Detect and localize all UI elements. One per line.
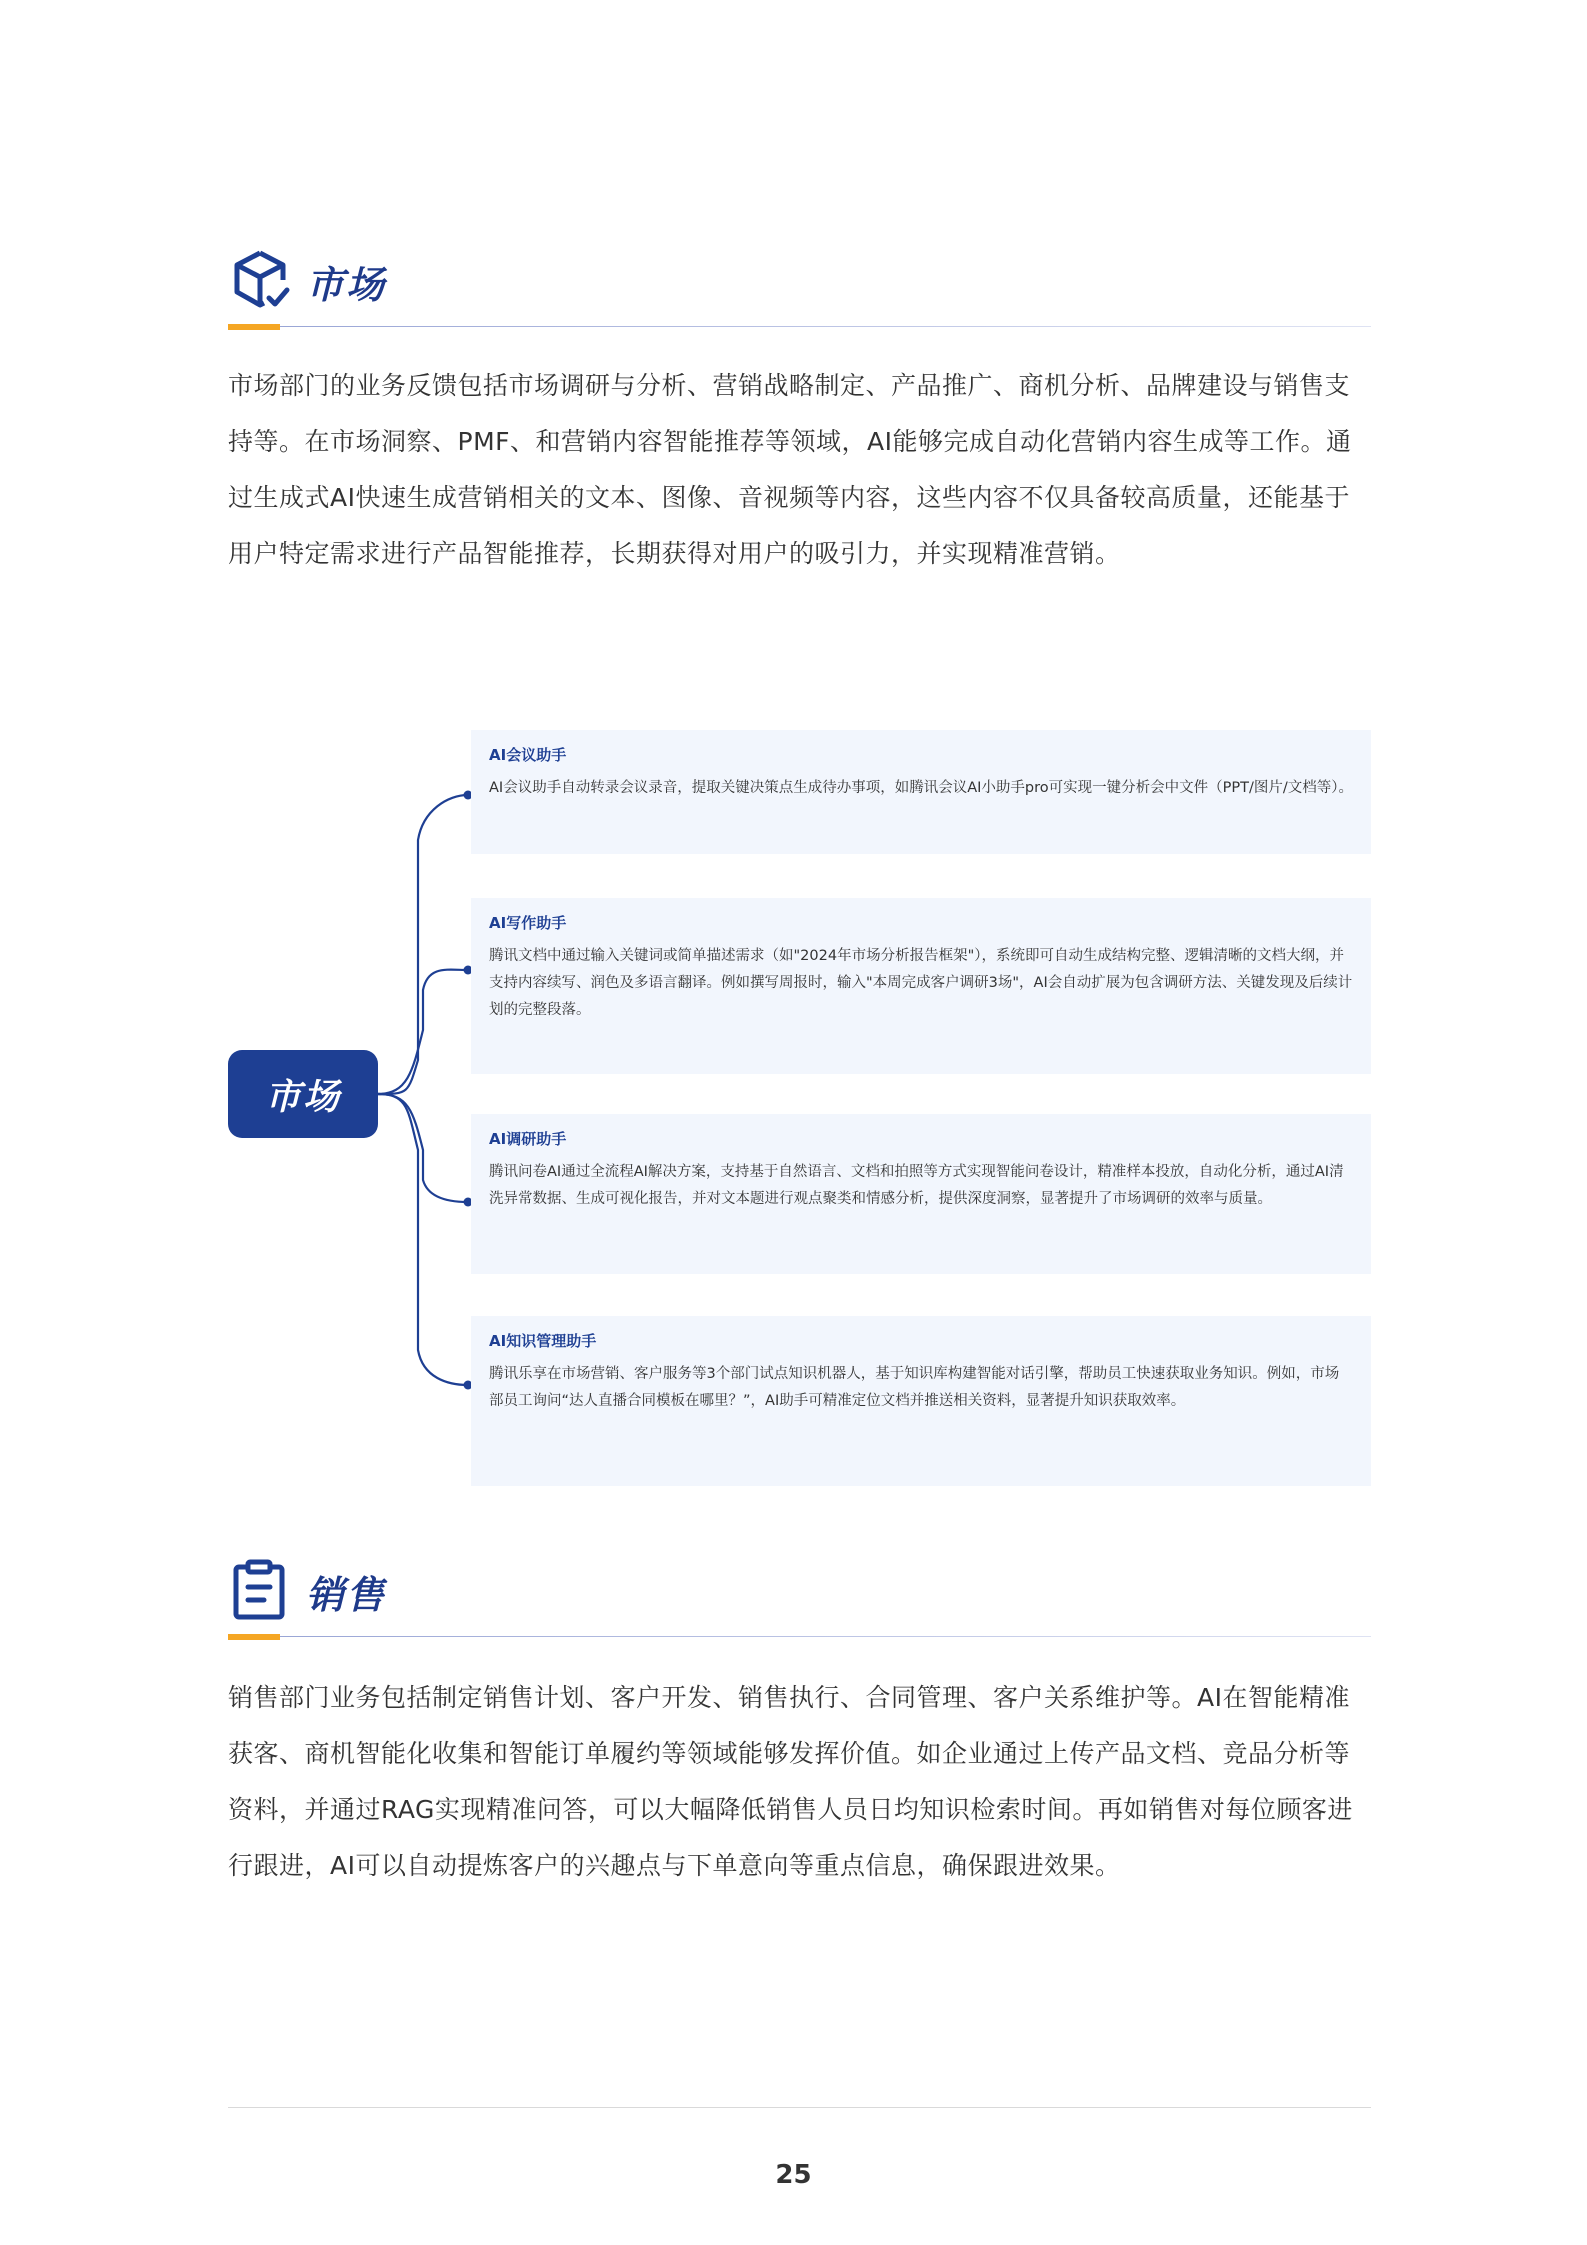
cube-check-icon bbox=[228, 248, 292, 312]
connector-3 bbox=[378, 1094, 468, 1202]
card-title: AI写作助手 bbox=[489, 914, 567, 932]
market-section-title: 市场 bbox=[306, 263, 387, 307]
divider-line bbox=[280, 1636, 1371, 1637]
mindmap-root-node: 市场 bbox=[228, 1050, 378, 1138]
market-mindmap bbox=[228, 730, 1371, 1490]
card-body: 腾讯文档中通过输入关键词或简单描述需求（如"2024年市场分析报告框架"），系统即可自动生成结构完整、逻辑清晰的文档大纲，并支持内容续写、润色及多语言翻译。例如撰写周报时，输入"本周完成客户调研3场"，AI会自动扩展为包含调研方法、关键发现及后续计划的完整段落。 bbox=[489, 948, 1353, 1018]
connector-4 bbox=[378, 1094, 468, 1385]
branch-card-research-assistant bbox=[471, 1114, 1371, 1274]
card-title: AI知识管理助手 bbox=[489, 1332, 597, 1350]
card-title: AI会议助手 bbox=[489, 746, 567, 764]
market-paragraph: 市场部门的业务反馈包括市场调研与分析、营销战略制定、产品推广、商机分析、品牌建设与销售支持等。在市场洞察、PMF、和营销内容智能推荐等领域，AI能够完成自动化营销内容生成等工作。通过生成式AI快速生成营销相关的文本、图像、音视频等内容，这些内容不仅具备较高质量，还能基于用户特定需求进行产品智能推荐，长期获得对用户的吸引力，并实现精准营销。 bbox=[228, 371, 1352, 568]
accent-bar bbox=[228, 1634, 280, 1640]
card-body: AI会议助手自动转录会议录音，提取关键决策点生成待办事项，如腾讯会议AI小助手pro可实现一键分析会中文件（PPT/图片/文档等）。 bbox=[489, 780, 1353, 796]
accent-bar bbox=[228, 324, 280, 330]
card-body: 腾讯乐享在市场营销、客户服务等3个部门试点知识机器人，基于知识库构建智能对话引擎，帮助员工快速获取业务知识。例如，市场部员工询问“达人直播合同模板在哪里？”，AI助手可精准定位文档并推送相关资料，显著提升知识获取效率。 bbox=[489, 1366, 1340, 1409]
divider-line bbox=[280, 326, 1371, 327]
branch-card-writing-assistant bbox=[471, 898, 1371, 1074]
card-title: AI调研助手 bbox=[489, 1130, 567, 1148]
branch-card-meeting-assistant bbox=[471, 730, 1371, 854]
sales-paragraph: 销售部门业务包括制定销售计划、客户开发、销售执行、合同管理、客户关系维护等。AI在智能精准获客、商机智能化收集和智能订单履约等领域能够发挥价值。如企业通过上传产品文档、竞品分析等资料，并通过RAG实现精准问答，可以大幅降低销售人员日均知识检索时间。再如销售对每位顾客进行跟进，AI可以自动提炼客户的兴趣点与下单意向等重点信息，确保跟进效果。 bbox=[228, 1683, 1353, 1880]
sales-section-title: 销售 bbox=[306, 1573, 387, 1617]
card-body: 腾讯问卷AI通过全流程AI解决方案，支持基于自然语言、文档和拍照等方式实现智能问卷设计，精准样本投放，自动化分析，通过AI清洗异常数据、生成可视化报告，并对文本题进行观点聚类和情感分析，提供深度洞察，显著提升了市场调研的效率与质量。 bbox=[489, 1164, 1344, 1207]
branch-card-knowledge-assistant bbox=[471, 1316, 1371, 1486]
connector-1 bbox=[378, 795, 468, 1094]
connector-2 bbox=[378, 970, 468, 1094]
section-divider bbox=[228, 324, 1371, 330]
clipboard-list-icon bbox=[228, 1558, 292, 1622]
section-divider bbox=[228, 1634, 1371, 1640]
footer-divider bbox=[228, 2107, 1371, 2108]
page-number: 25 bbox=[775, 2160, 812, 2190]
